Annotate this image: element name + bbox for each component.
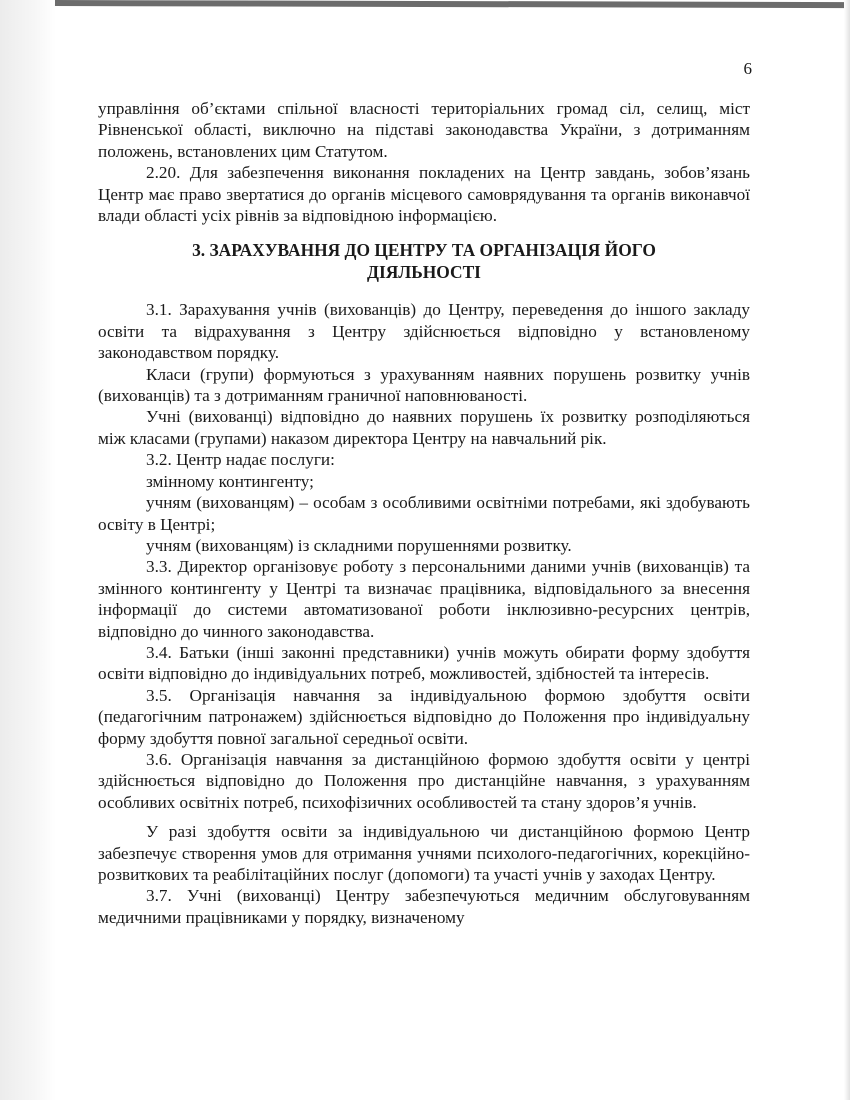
paragraph-3-1: 3.1. Зарахування учнів (вихованців) до Центру, переведення до іншого закладу освіти та відрахування з Центру здійснюється відповідно у встановленому законодавством порядку. xyxy=(98,300,750,363)
paragraph-continuation: управління об’єктами спільної власності територіальних громад сіл, селищ, міст Рівненської області, виключно на підставі законодавства України, з дотриманням положень, встановлених цим Статутом. xyxy=(98,99,750,161)
section-3-heading: 3. ЗАРАХУВАННЯ ДО ЦЕНТРУ ТА ОРГАНІЗАЦІЯ ЙОГО ДІЯЛЬНОСТІ xyxy=(192,240,656,283)
page-number: 6 xyxy=(743,59,752,78)
paragraph-2-20: 2.20. Для забезпечення виконання покладених на Центр завдань, зобов’язань Центр має право звертатися до органів місцевого самоврядування та органів виконавчої влади області усіх рівнів за відповідною інформацією. xyxy=(98,163,750,226)
paragraph-3-7: 3.7. Учні (вихованці) Центру забезпечуються медичним обслуговуванням медичними працівниками у порядку, визначеному xyxy=(98,886,750,927)
scan-right-edge xyxy=(844,0,850,1100)
paragraph-3-6: 3.6. Організація навчання за дистанційною формою здобуття освіти у центрі здійснюється відповідно до Положення про дистанційне навчання, з урахуванням особливих освітніх потреб, психофізичних особливостей та стану здоров’я учнів. xyxy=(98,749,750,812)
paragraph-3-5: 3.5. Організація навчання за індивідуальною формою здобуття освіти (педагогічним патронажем) здійснюється відповідно до Положення про індивідуальну форму здобуття повної загальної середньої освіти. xyxy=(98,685,750,748)
document-page xyxy=(98,58,750,1088)
document-body xyxy=(98,98,750,928)
paragraph-3-3: 3.3. Директор організовує роботу з персональними даними учнів (вихованців) та змінного контингенту у Центрі та визначає працівника, відповідального за внесення інформації до системи автоматизованої роботи інклюзивно-ресурсних центрів, відповідно до чинного законодавства. xyxy=(98,557,750,641)
paragraph-3-4: 3.4. Батьки (інші законні представники) учнів можуть обирати форму здобуття освіти відповідно до індивідуальних потреб, можливостей, здібностей та інтересів. xyxy=(98,642,750,684)
paragraph-individual-distance: У разі здобуття освіти за індивідуальною чи дистанційною формою Центр забезпечує створення умов для отримання учнями психолого-педагогічних, корекційно-розвиткових та реабілітаційних послуг (допомоги) та участі учнів у заходах Центру. xyxy=(98,822,750,884)
scan-top-edge xyxy=(55,0,850,8)
scan-left-margin xyxy=(0,0,56,1100)
list-item-variable-contingent: змінному контингенту; xyxy=(146,471,314,491)
paragraph-pupils-distribution: Учні (вихованці) відповідно до наявних порушень їх розвитку розподіляються між класами (групами) наказом директора Центру на навчальний рік. xyxy=(98,407,750,448)
list-item-complex-disorders: учням (вихованцям) із складними порушеннями розвитку. xyxy=(146,535,572,555)
paragraph-3-2: 3.2. Центр надає послуги: xyxy=(146,450,335,470)
paragraph-classes: Класи (групи) формуються з урахуванням наявних порушень розвитку учнів (вихованців) та з дотриманням граничної наповнюваності. xyxy=(98,364,750,406)
list-item-special-needs: учням (вихованцям) – особам з особливими освітніми потребами, які здобувають освіту в Центрі; xyxy=(98,493,750,534)
